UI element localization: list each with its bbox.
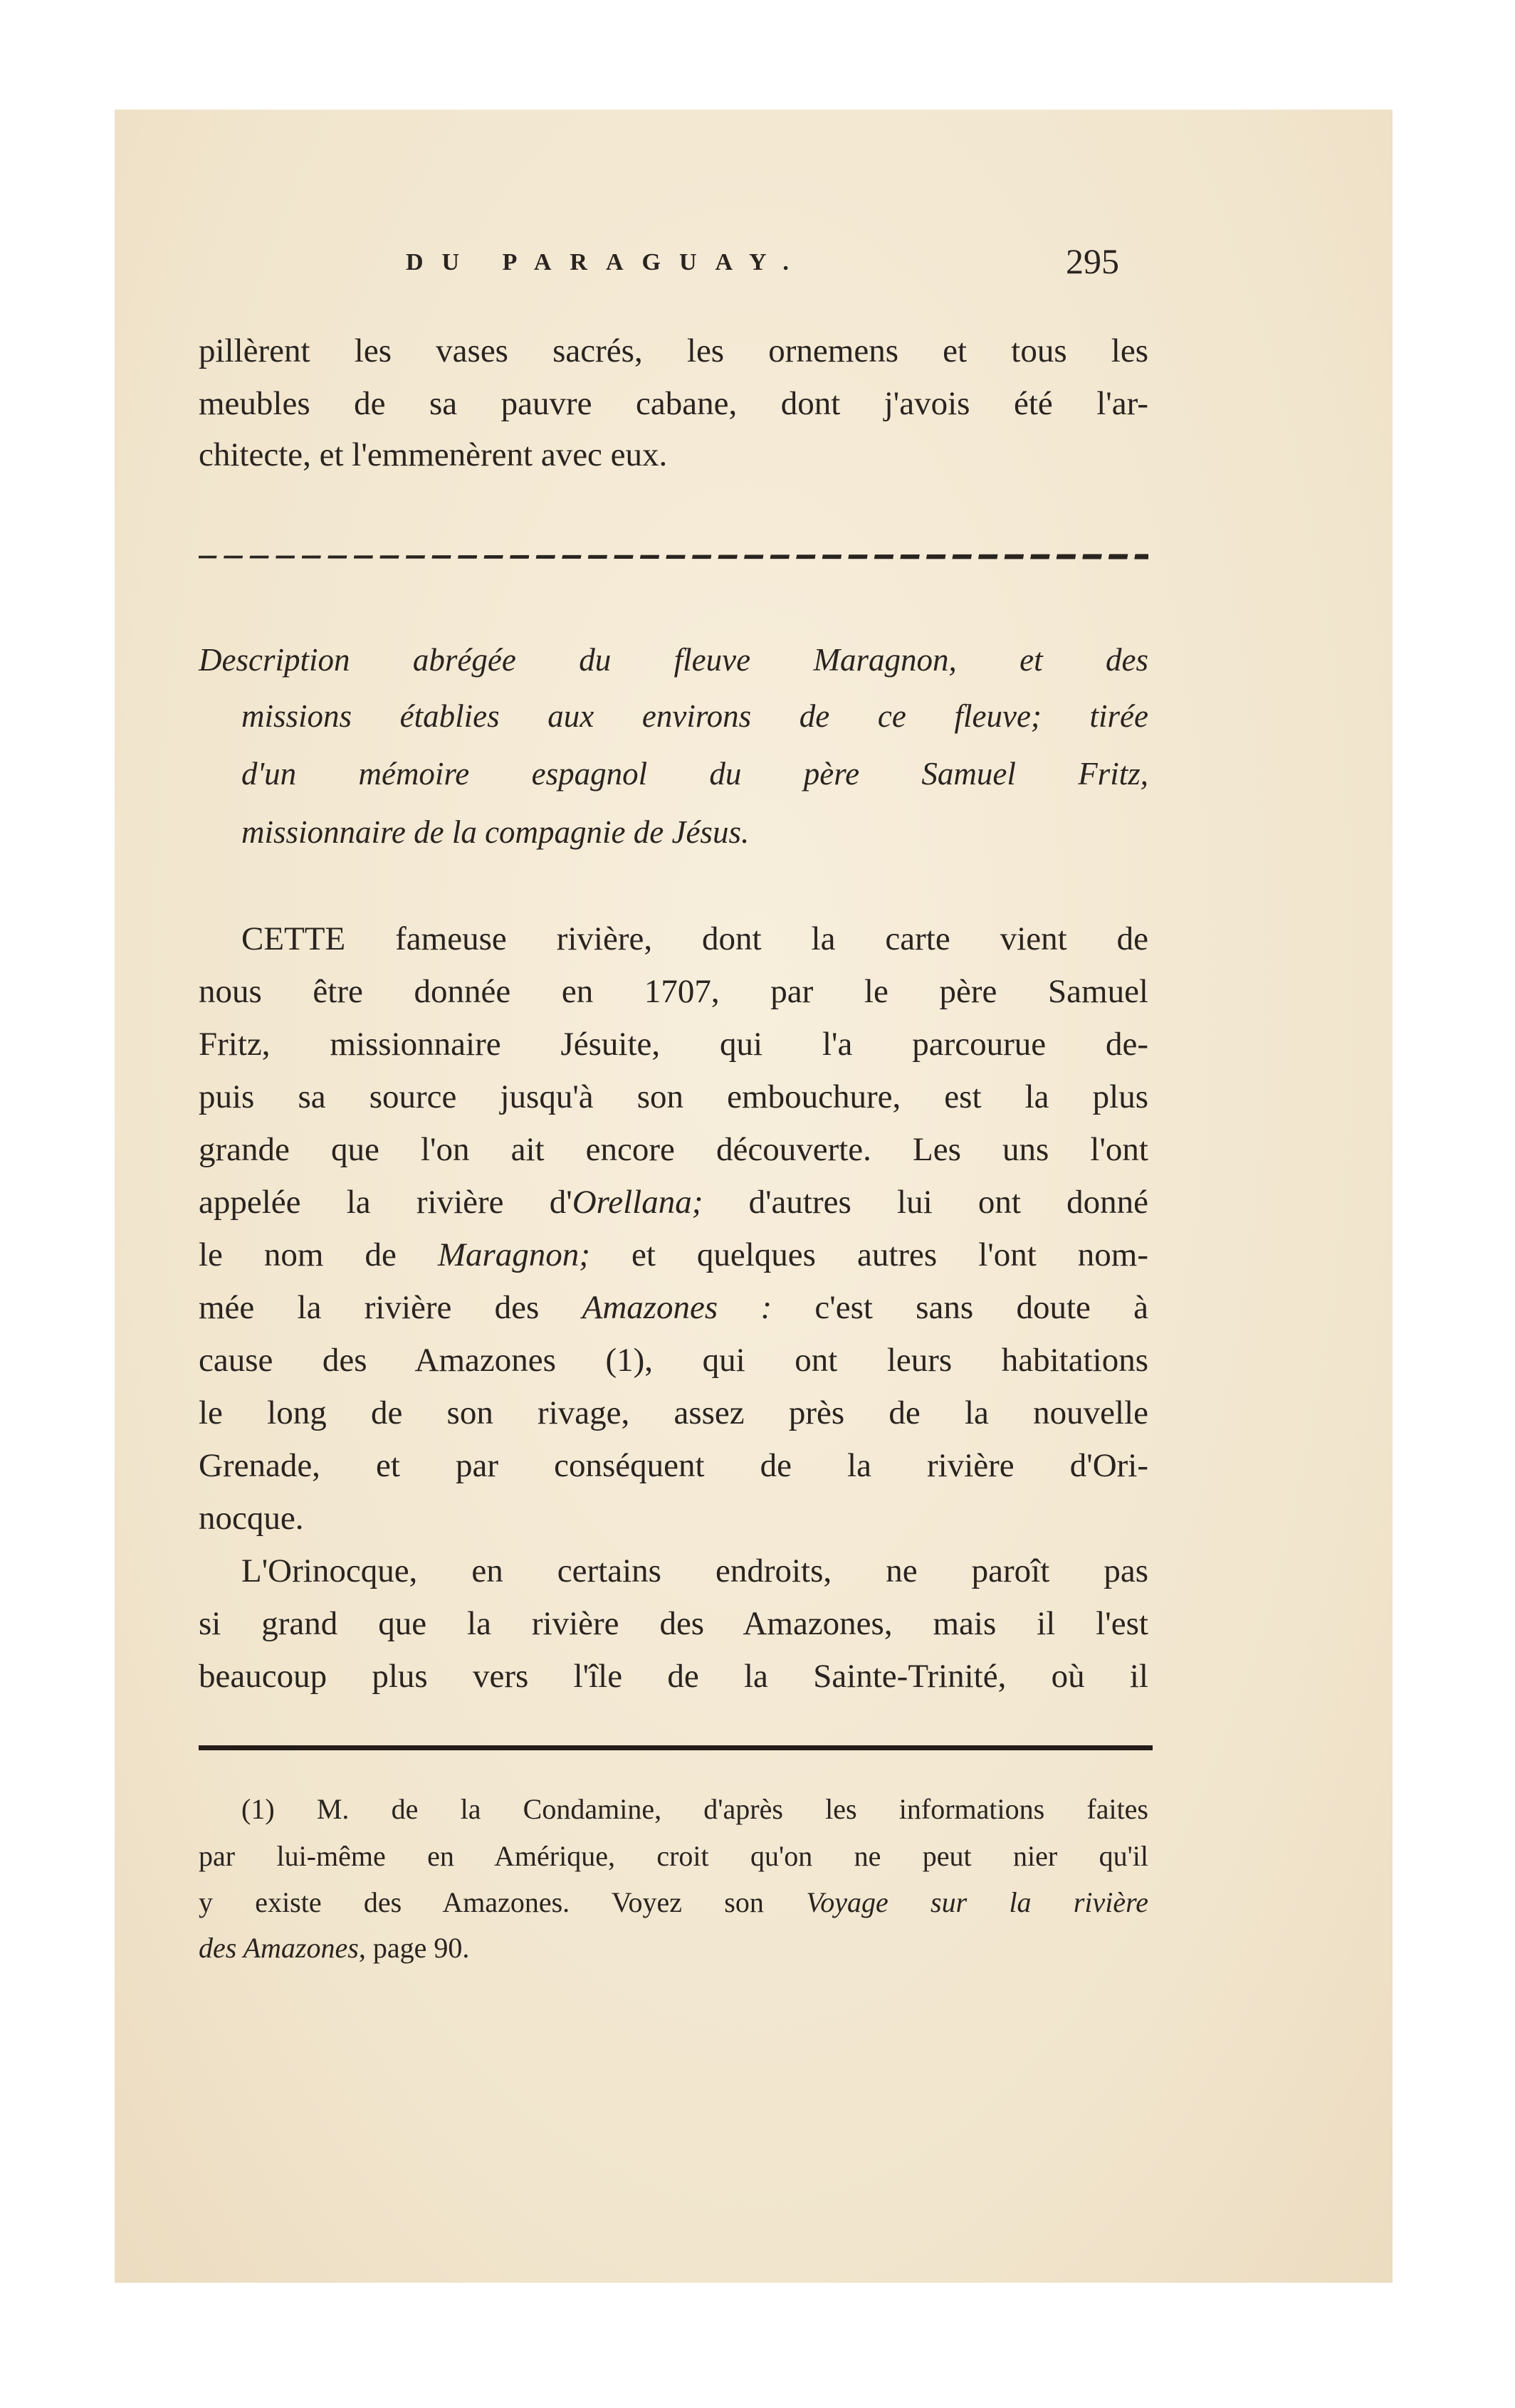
italic-text: Maragnon; [437, 1236, 590, 1273]
text-segment: c'est sans doute à [772, 1289, 1149, 1326]
text-line [199, 382, 1148, 425]
section-title-line [241, 695, 1148, 737]
text-line [241, 918, 1148, 960]
text-line [199, 330, 1148, 372]
italic-text: Amazones : [582, 1289, 772, 1326]
text-segment: meubles de sa pauvre cabane, dont j'avois été l'ar- [199, 385, 1148, 422]
text-line [199, 1339, 1148, 1382]
text-segment: nous être donnée en 1707, par le père Samuel [199, 973, 1148, 1010]
italic-text: des Amazones [199, 1932, 359, 1964]
text-segment: si grand que la rivière des Amazones, mais il l'est [199, 1605, 1148, 1642]
text-segment: pillèrent les vases sacrés, les ornemens et tous les [199, 332, 1148, 369]
page-number: 295 [1066, 241, 1119, 281]
text-segment: , page 90. [358, 1932, 470, 1964]
running-head: DU PARAGUAY. [406, 249, 807, 275]
text-segment: puis sa source jusqu'à son embouchure, est la plus [199, 1078, 1148, 1115]
text-segment: (1) M. de la Condamine, d'après les informations faites [241, 1793, 1148, 1825]
text-segment: L'Orinocque, en certains endroits, ne paroît pas [241, 1552, 1148, 1589]
text-segment: d'un mémoire espagnol du père Samuel Fritz, [241, 756, 1148, 792]
text-segment: nocque. [199, 1500, 304, 1537]
section-title-line [241, 752, 1148, 795]
text-line [199, 970, 1148, 1013]
text-line [199, 1392, 1148, 1434]
text-segment: missionnaire de la compagnie de Jésus. [241, 814, 750, 850]
text-segment: beaucoup plus vers l'île de la Sainte-Trinité, où il [199, 1658, 1148, 1695]
footnote-line [241, 1791, 1148, 1828]
text-segment: cause des Amazones (1), qui ont leurs habitations [199, 1342, 1148, 1379]
footnote-line [199, 1884, 1148, 1921]
text-segment: mée la rivière des [199, 1289, 582, 1326]
text-line [199, 1655, 1148, 1698]
text-line [199, 1076, 1148, 1118]
text-line [199, 1234, 1148, 1276]
text-segment: chitecte, et l'emmenèrent avec eux. [199, 436, 668, 473]
text-line [199, 1286, 1148, 1329]
section-title-line [241, 811, 1148, 853]
text-segment: missions établies aux environs de ce fleuve; tirée [241, 698, 1148, 734]
text-segment: le nom de [199, 1236, 438, 1273]
text-segment: Description abrégée du fleuve Maragnon, et des [199, 642, 1148, 678]
text-line [199, 1602, 1148, 1645]
text-segment: CETTE fameuse rivière, dont la carte vient de [241, 920, 1148, 957]
footnote-rule [199, 1745, 1153, 1750]
text-segment: le long de son rivage, assez près de la nouvelle [199, 1394, 1148, 1431]
text-line [241, 1550, 1148, 1592]
text-segment: par lui-même en Amérique, croit qu'on ne peut nier qu'il [199, 1840, 1148, 1872]
section-title-line [199, 638, 1148, 681]
text-line [199, 1181, 1148, 1224]
text-segment: Fritz, missionnaire Jésuite, qui l'a parcourue de- [199, 1026, 1148, 1063]
text-segment: Grenade, et par conséquent de la rivière d'Ori- [199, 1447, 1148, 1484]
text-segment: d'autres lui ont donné [703, 1184, 1149, 1221]
italic-text: Voyage sur la rivière [806, 1886, 1149, 1918]
text-line [199, 1128, 1148, 1171]
text-segment: et quelques autres l'ont nom- [589, 1236, 1148, 1273]
footnote-line [199, 1930, 1148, 1967]
text-line [199, 1444, 1148, 1487]
text-line [199, 433, 1148, 476]
text-line [199, 1497, 1148, 1540]
text-segment: appelée la rivière d' [199, 1184, 572, 1221]
text-segment: y existe des Amazones. Voyez son [199, 1886, 807, 1918]
text-line [199, 1023, 1148, 1066]
italic-text: Orellana; [572, 1184, 703, 1221]
text-segment: grande que l'on ait encore découverte. Les uns l'ont [199, 1131, 1148, 1168]
footnote-line [199, 1838, 1148, 1875]
